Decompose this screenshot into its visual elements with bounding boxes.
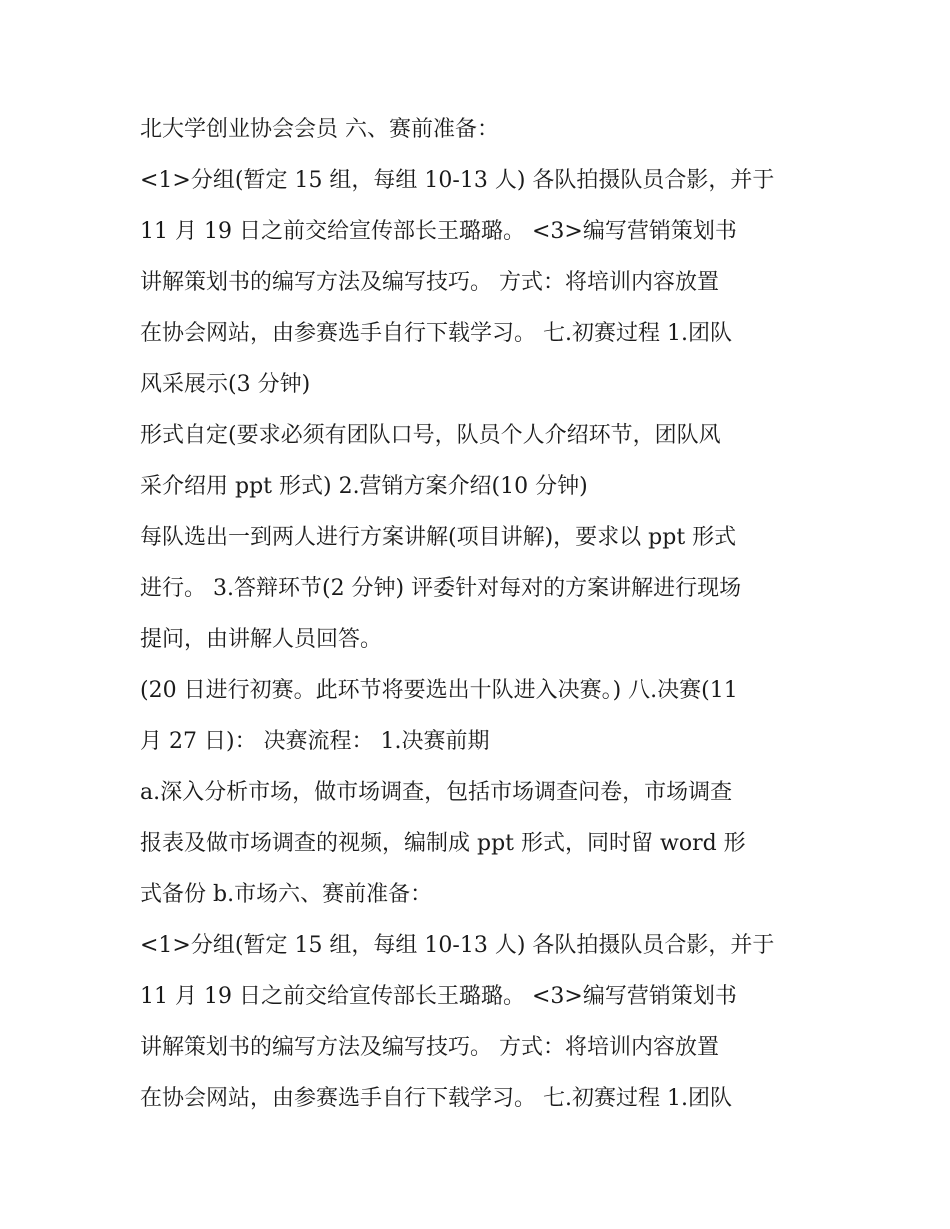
text-line: 每队选出一到两人进行方案讲解(项目讲解)，要求以 ppt 形式 [140,525,737,550]
text-line: 11 月 19 日之前交给宣传部长王璐璐。 <3>编写营销策划书 [140,984,737,1009]
text-line: 形式自定(要求必须有团队口号，队员个人介绍环节，团队风 [140,423,721,448]
text-line: 在协会网站，由参赛选手自行下载学习。 七.初赛过程 1.团队 [140,321,732,346]
text-line: 式备份 b.市场六、赛前准备： [140,882,433,907]
text-line: 北大学创业协会会员 六、赛前准备： [140,117,499,142]
text-line: <1>分组(暂定 15 组，每组 10-13 人) 各队拍摄队员合影，并于 [140,933,775,958]
text-line: (20 日进行初赛。此环节将要选出十队进入决赛。) 八.决赛(11 [140,678,738,703]
text-line: <1>分组(暂定 15 组，每组 10-13 人) 各队拍摄队员合影，并于 [140,168,775,193]
text-line: 讲解策划书的编写方法及编写技巧。 方式：将培训内容放置 [140,1035,719,1060]
text-line: 11 月 19 日之前交给宣传部长王璐璐。 <3>编写营销策划书 [140,219,737,244]
text-line: 在协会网站，由参赛选手自行下载学习。 七.初赛过程 1.团队 [140,1086,732,1111]
text-line: 报表及做市场调查的视频，编制成 ppt 形式，同时留 word 形 [140,831,746,856]
text-line: 讲解策划书的编写方法及编写技巧。 方式：将培训内容放置 [140,270,719,295]
text-line: 采介绍用 ppt 形式) 2.营销方案介绍(10 分钟) [140,474,588,499]
document-body [140,112,820,1132]
text-line: 进行。 3.答辩环节(2 分钟) 评委针对每对的方案讲解进行现场 [140,576,742,601]
text-line: 风采展示(3 分钟) [140,372,311,397]
text-line: 月 27 日)： 决赛流程： 1.决赛前期 [140,729,490,754]
text-line: a.深入分析市场，做市场调查，包括市场调查问卷，市场调查 [140,780,733,805]
text-line: 提问，由讲解人员回答。 [140,627,383,652]
